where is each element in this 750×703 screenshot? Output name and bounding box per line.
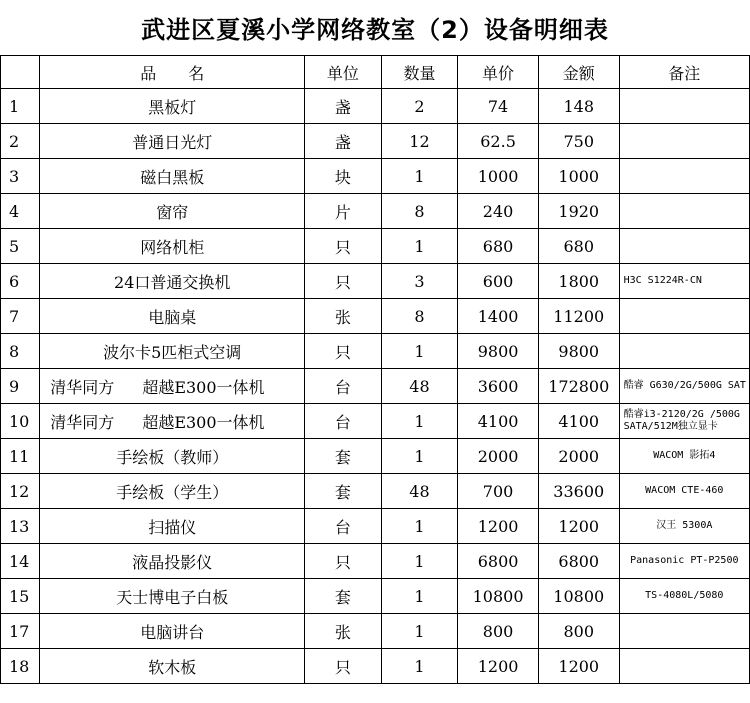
cell-index: 10 <box>1 404 40 439</box>
table-row <box>1 649 750 684</box>
equipment-table <box>0 55 750 684</box>
cell-amount: 680 <box>538 229 619 264</box>
cell-note: WACOM CTE-460 <box>619 474 749 509</box>
cell-note <box>619 299 749 334</box>
header-qty: 数量 <box>381 56 458 89</box>
cell-name: 电脑讲台 <box>40 614 305 649</box>
cell-qty: 1 <box>381 159 458 194</box>
cell-amount: 1200 <box>538 509 619 544</box>
cell-name: 黑板灯 <box>40 89 305 124</box>
cell-amount: 9800 <box>538 334 619 369</box>
cell-note <box>619 334 749 369</box>
cell-qty: 8 <box>381 299 458 334</box>
cell-unit: 盏 <box>305 124 382 159</box>
table-row <box>1 299 750 334</box>
cell-name: 24口普通交换机 <box>40 264 305 299</box>
table-row <box>1 89 750 124</box>
cell-amount: 1200 <box>538 649 619 684</box>
cell-qty: 3 <box>381 264 458 299</box>
header-note: 备注 <box>619 56 749 89</box>
cell-amount: 10800 <box>538 579 619 614</box>
cell-amount: 800 <box>538 614 619 649</box>
table-row <box>1 614 750 649</box>
cell-unit: 张 <box>305 299 382 334</box>
table-row <box>1 159 750 194</box>
table-row <box>1 509 750 544</box>
table-row <box>1 334 750 369</box>
cell-qty: 1 <box>381 509 458 544</box>
cell-unit: 台 <box>305 509 382 544</box>
cell-price: 2000 <box>458 439 539 474</box>
cell-qty: 1 <box>381 579 458 614</box>
table-row <box>1 369 750 404</box>
cell-index: 15 <box>1 579 40 614</box>
cell-price: 3600 <box>458 369 539 404</box>
page-title: 武进区夏溪小学网络教室（2）设备明细表 <box>141 16 609 44</box>
cell-index: 9 <box>1 369 40 404</box>
header-row <box>1 56 750 89</box>
table-row <box>1 229 750 264</box>
cell-unit: 张 <box>305 614 382 649</box>
cell-qty: 1 <box>381 404 458 439</box>
cell-price: 680 <box>458 229 539 264</box>
cell-index: 7 <box>1 299 40 334</box>
cell-qty: 48 <box>381 474 458 509</box>
cell-price: 9800 <box>458 334 539 369</box>
cell-note <box>619 159 749 194</box>
table-row <box>1 579 750 614</box>
cell-name-brand: 清华同方 <box>50 377 115 397</box>
cell-amount: 4100 <box>538 404 619 439</box>
cell-amount: 750 <box>538 124 619 159</box>
cell-note: 汉王 5300A <box>619 509 749 544</box>
cell-index: 6 <box>1 264 40 299</box>
cell-amount: 11200 <box>538 299 619 334</box>
cell-name: 窗帘 <box>40 194 305 229</box>
cell-amount: 148 <box>538 89 619 124</box>
cell-qty: 1 <box>381 614 458 649</box>
cell-name: 手绘板（学生） <box>40 474 305 509</box>
cell-qty: 48 <box>381 369 458 404</box>
cell-amount: 1920 <box>538 194 619 229</box>
cell-note: 酷睿 G630/2G/500G SAT <box>619 369 749 404</box>
cell-unit: 台 <box>305 404 382 439</box>
cell-name: 网络机柜 <box>40 229 305 264</box>
table-row <box>1 544 750 579</box>
cell-name: 波尔卡5匹柜式空调 <box>40 334 305 369</box>
cell-price: 10800 <box>458 579 539 614</box>
cell-index: 4 <box>1 194 40 229</box>
cell-index: 17 <box>1 614 40 649</box>
cell-index: 2 <box>1 124 40 159</box>
cell-unit: 只 <box>305 229 382 264</box>
cell-qty: 1 <box>381 439 458 474</box>
cell-index: 8 <box>1 334 40 369</box>
cell-name: 天士博电子白板 <box>40 579 305 614</box>
cell-price: 1400 <box>458 299 539 334</box>
header-index <box>1 56 40 89</box>
cell-price: 1200 <box>458 649 539 684</box>
cell-note <box>619 649 749 684</box>
table-row <box>1 439 750 474</box>
cell-price: 62.5 <box>458 124 539 159</box>
cell-price: 600 <box>458 264 539 299</box>
cell-index: 1 <box>1 89 40 124</box>
cell-index: 14 <box>1 544 40 579</box>
table-row <box>1 474 750 509</box>
cell-note <box>619 194 749 229</box>
cell-qty: 2 <box>381 89 458 124</box>
header-amount: 金额 <box>538 56 619 89</box>
cell-price: 700 <box>458 474 539 509</box>
cell-unit: 只 <box>305 544 382 579</box>
cell-name <box>40 369 305 404</box>
table-row <box>1 194 750 229</box>
cell-name: 液晶投影仪 <box>40 544 305 579</box>
cell-note <box>619 124 749 159</box>
cell-amount: 2000 <box>538 439 619 474</box>
cell-note <box>619 89 749 124</box>
cell-name: 普通日光灯 <box>40 124 305 159</box>
cell-index: 18 <box>1 649 40 684</box>
cell-price: 1200 <box>458 509 539 544</box>
cell-unit: 只 <box>305 649 382 684</box>
cell-unit: 台 <box>305 369 382 404</box>
cell-unit: 套 <box>305 439 382 474</box>
cell-index: 13 <box>1 509 40 544</box>
cell-unit: 片 <box>305 194 382 229</box>
cell-index: 11 <box>1 439 40 474</box>
cell-name: 扫描仪 <box>40 509 305 544</box>
cell-price: 4100 <box>458 404 539 439</box>
cell-amount: 1800 <box>538 264 619 299</box>
cell-unit: 套 <box>305 474 382 509</box>
table-row <box>1 404 750 439</box>
cell-qty: 1 <box>381 649 458 684</box>
cell-unit: 套 <box>305 579 382 614</box>
cell-name: 手绘板（教师） <box>40 439 305 474</box>
cell-price: 800 <box>458 614 539 649</box>
cell-qty: 1 <box>381 334 458 369</box>
cell-note: H3C S1224R-CN <box>619 264 749 299</box>
cell-price: 240 <box>458 194 539 229</box>
cell-note: WACOM 影拓4 <box>619 439 749 474</box>
cell-note <box>619 614 749 649</box>
cell-unit: 块 <box>305 159 382 194</box>
cell-name-model: 超越E300一体机 <box>142 412 265 432</box>
header-price: 单价 <box>458 56 539 89</box>
cell-index: 5 <box>1 229 40 264</box>
cell-amount: 1000 <box>538 159 619 194</box>
cell-price: 74 <box>458 89 539 124</box>
cell-price: 6800 <box>458 544 539 579</box>
cell-note <box>619 229 749 264</box>
table-row <box>1 264 750 299</box>
cell-note: 酷睿i3-2120/2G /500G SATA/512M独立显卡 <box>619 404 749 439</box>
cell-qty: 1 <box>381 544 458 579</box>
header-name: 品 名 <box>40 56 305 89</box>
cell-qty: 12 <box>381 124 458 159</box>
cell-name: 电脑桌 <box>40 299 305 334</box>
cell-name-model: 超越E300一体机 <box>142 377 265 397</box>
cell-price: 1000 <box>458 159 539 194</box>
cell-note: Panasonic PT-P2500 <box>619 544 749 579</box>
cell-unit: 只 <box>305 334 382 369</box>
cell-amount: 33600 <box>538 474 619 509</box>
cell-name: 软木板 <box>40 649 305 684</box>
cell-name: 磁白黑板 <box>40 159 305 194</box>
cell-qty: 8 <box>381 194 458 229</box>
cell-amount: 172800 <box>538 369 619 404</box>
cell-index: 3 <box>1 159 40 194</box>
cell-unit: 只 <box>305 264 382 299</box>
cell-qty: 1 <box>381 229 458 264</box>
header-unit: 单位 <box>305 56 382 89</box>
cell-name-brand: 清华同方 <box>50 412 115 432</box>
cell-name <box>40 404 305 439</box>
cell-unit: 盏 <box>305 89 382 124</box>
cell-index: 12 <box>1 474 40 509</box>
cell-amount: 6800 <box>538 544 619 579</box>
cell-note: TS-4080L/5080 <box>619 579 749 614</box>
table-row <box>1 124 750 159</box>
